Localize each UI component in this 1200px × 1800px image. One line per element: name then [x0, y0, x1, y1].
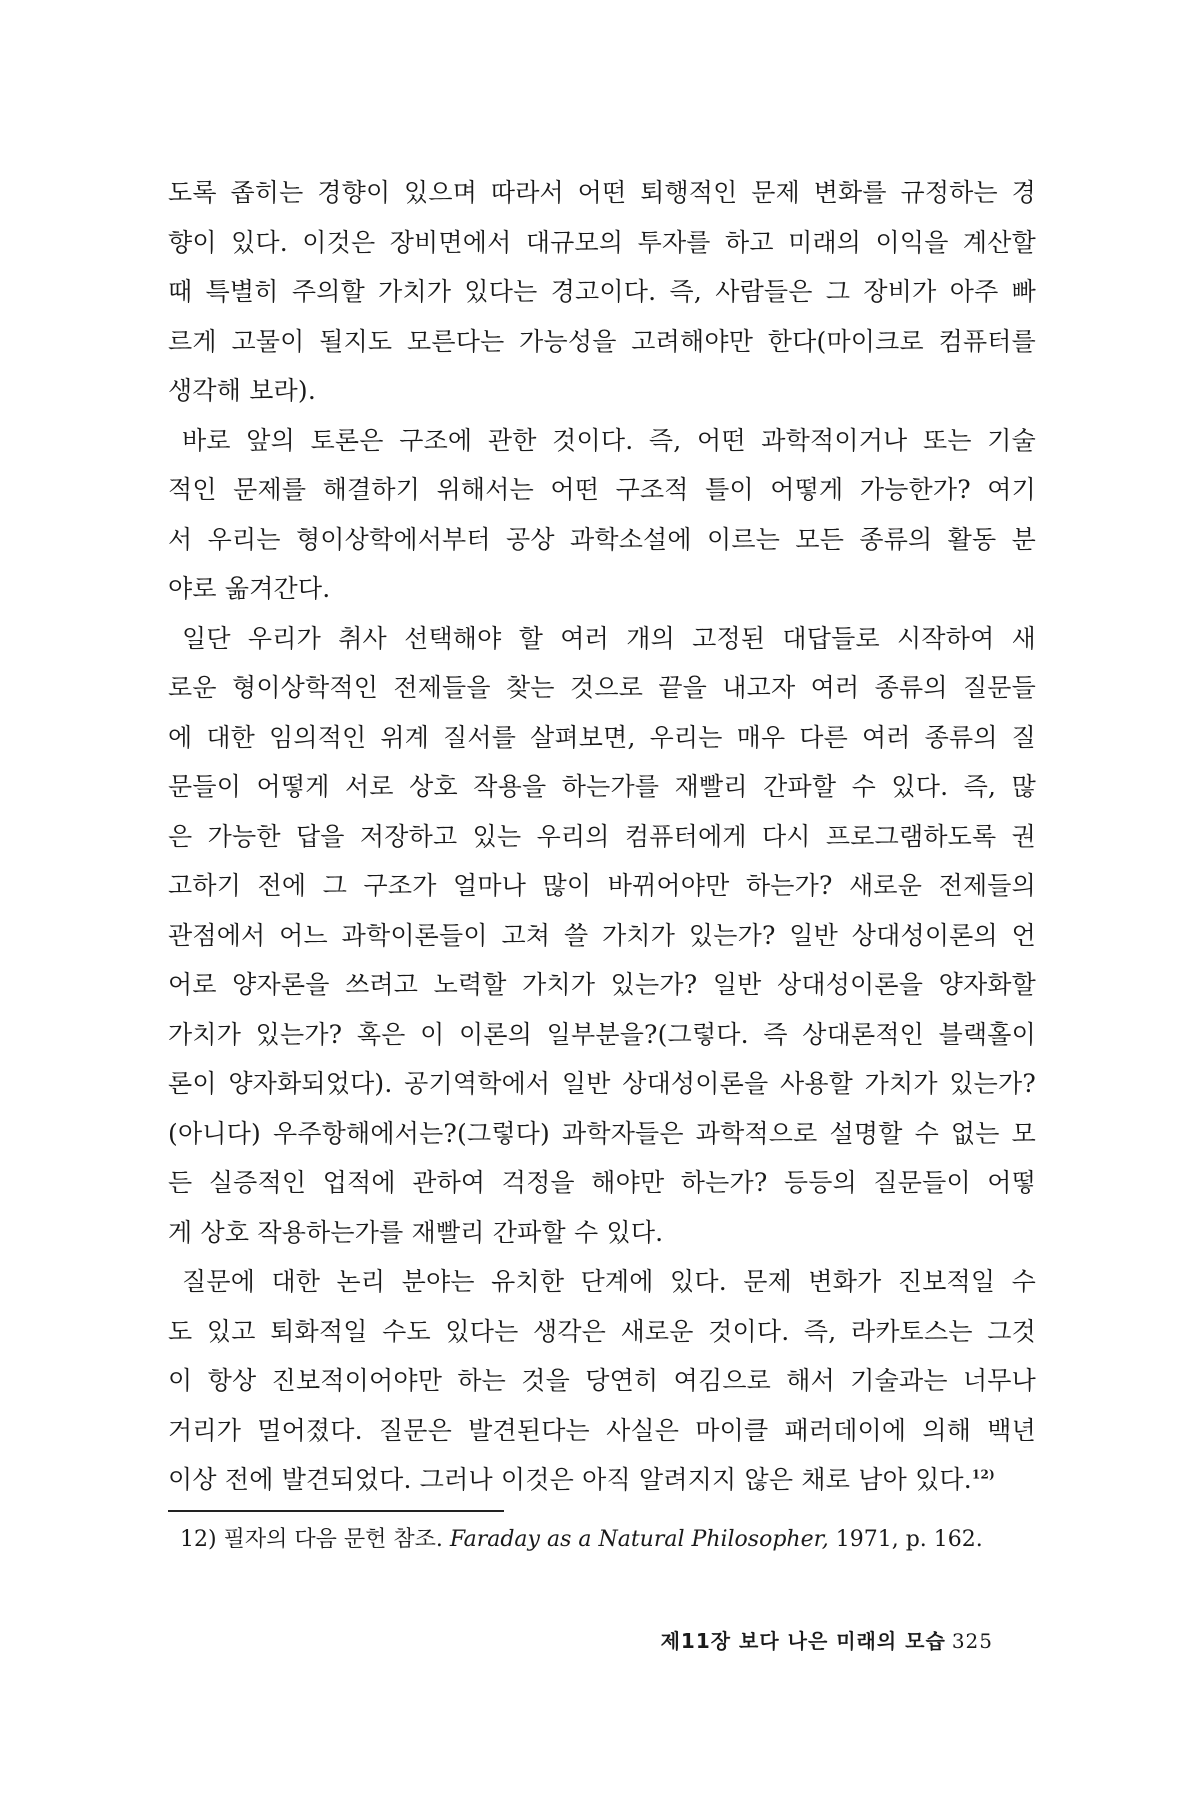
text-line: 에 대한 임의적인 위계 질서를 살펴보면, 우리는 매우 다른 여러 종류의 질: [168, 722, 1036, 752]
text-line: 서 우리는 형이상학에서부터 공상 과학소설에 이르는 모든 종류의 활동 분: [168, 524, 1036, 554]
running-footer: [661, 1625, 993, 1654]
footnote-suffix: 1971, p. 162.: [835, 1527, 983, 1552]
footnote-number: 12): [180, 1527, 217, 1552]
text-line: 게 상호 작용하는가를 재빨리 간파할 수 있다.: [168, 1217, 664, 1247]
text-line: 도록 좁히는 경향이 있으며 따라서 어떤 퇴행적인 문제 변화를 규정하는 경: [168, 178, 1036, 207]
text-line: 로운 형이상학적인 전제들을 찾는 것으로 끝을 내고자 여러 종류의 질문들: [168, 673, 1036, 702]
footnote-reference: 12): [971, 1467, 995, 1482]
text-line: 생각해 보라).: [168, 376, 316, 405]
text-line: 적인 문제를 해결하기 위해서는 어떤 구조적 틀이 어떻게 가능한가? 여기: [168, 475, 1036, 504]
text-line: 은 가능한 답을 저장하고 있는 우리의 컴퓨터에게 다시 프로그램하도록 권: [168, 821, 1036, 851]
text-line: 가치가 있는가? 혹은 이 이론의 일부분을?(그렇다. 즉 상대론적인 블랙홀이: [168, 1019, 1036, 1049]
text-line: 도 있고 퇴화적일 수도 있다는 생각은 새로운 것이다. 즉, 라카토스는 그것: [168, 1316, 1036, 1346]
text-line: 어로 양자론을 쓰려고 노력할 가치가 있는가? 일반 상대성이론을 양자화할: [168, 970, 1036, 999]
text-line: 이 항상 진보적이어야만 하는 것을 당연히 여김으로 해서 기술과는 너무나: [168, 1366, 1036, 1395]
text-line-content: 이상 전에 발견되었다. 그러나 이것은 아직 알려지지 않은 채로 남아 있다.: [168, 1465, 972, 1494]
text-line: 때 특별히 주의할 가치가 있다는 경고이다. 즉, 사람들은 그 장비가 아주 빠: [168, 277, 1036, 306]
page-number: 325: [951, 1629, 993, 1653]
footnote: [180, 1522, 983, 1558]
text-line: 바로 앞의 토론은 구조에 관한 것이다. 즉, 어떤 과학적이거나 또는 기술: [182, 425, 1036, 455]
footnote-cited-title: Faraday as a Natural Philosopher,: [449, 1527, 829, 1552]
text-line: 거리가 멀어졌다. 질문은 발견된다는 사실은 마이클 패러데이에 의해 백년: [168, 1415, 1036, 1445]
chapter-title: 제11장 보다 나은 미래의 모습: [660, 1629, 946, 1653]
text-line: 든 실증적인 업적에 관하여 걱정을 해야만 하는가? 등등의 질문들이 어떻: [168, 1168, 1036, 1197]
text-line: 향이 있다. 이것은 장비면에서 대규모의 투자를 하고 미래의 이익을 계산할: [168, 227, 1036, 257]
text-line: [168, 1455, 1036, 1505]
text-line: 관점에서 어느 과학이론들이 고쳐 쓸 가치가 있는가? 일반 상대성이론의 언: [168, 920, 1036, 950]
text-line: (아니다) 우주항해에서는?(그렇다) 과학자들은 과학적으로 설명할 수 없는 모: [168, 1118, 1036, 1148]
text-line: 고하기 전에 그 구조가 얼마나 많이 바뀌어야만 하는가? 새로운 전제들의: [168, 871, 1036, 900]
body-text: [168, 168, 1036, 1505]
text-line: 문들이 어떻게 서로 상호 작용을 하는가를 재빨리 간파할 수 있다. 즉, 많: [168, 772, 1036, 801]
text-line: 론이 양자화되었다). 공기역학에서 일반 상대성이론을 사용할 가치가 있는가?: [168, 1069, 1036, 1098]
footnote-prefix: 필자의 다음 문헌 참조.: [223, 1527, 443, 1552]
text-line: 야로 옮겨간다.: [168, 574, 331, 603]
text-line: 일단 우리가 취사 선택해야 할 여러 개의 고정된 대답들로 시작하여 새: [182, 623, 1036, 653]
text-line: 르게 고물이 될지도 모른다는 가능성을 고려해야만 한다(마이크로 컴퓨터를: [168, 326, 1036, 356]
text-line: 질문에 대한 논리 분야는 유치한 단계에 있다. 문제 변화가 진보적일 수: [182, 1267, 1036, 1296]
footnote-divider: [168, 1510, 504, 1512]
